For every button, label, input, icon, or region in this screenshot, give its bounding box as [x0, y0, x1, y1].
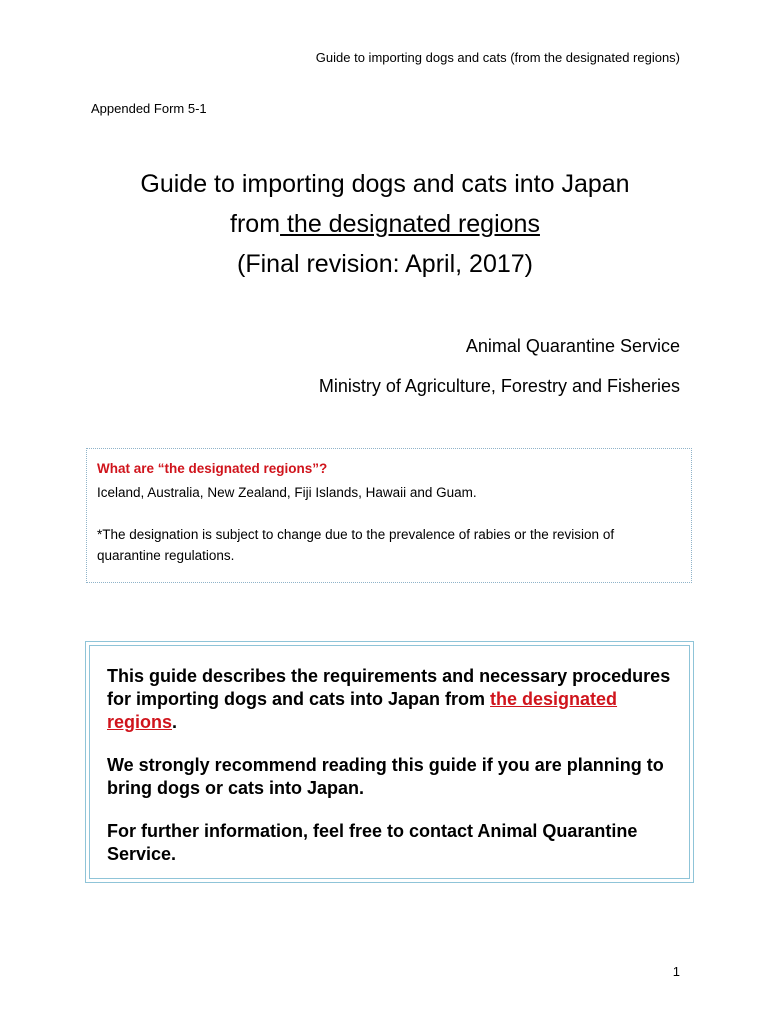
regions-question: What are “the designated regions”? [97, 461, 328, 476]
guide-p1-text: This guide describes the requirements and necessary procedures for importing dogs and cats into Japan from [107, 666, 671, 709]
document-title [0, 164, 770, 284]
guide-paragraph-3: For further information, feel free to contact Animal Quarantine Service. [107, 821, 638, 864]
form-label: Appended Form 5-1 [91, 101, 207, 116]
regions-answer: Iceland, Australia, New Zealand, Fiji Islands, Hawaii and Guam. [97, 485, 477, 500]
guide-paragraph-2: We strongly recommend reading this guide if you are planning to bring dogs or cats into Japan. [107, 755, 664, 798]
running-header: Guide to importing dogs and cats (from the designated regions) [315, 50, 680, 65]
guide-notice-inner [89, 645, 690, 879]
title-line-3: (Final revision: April, 2017) [237, 250, 533, 278]
guide-p1-highlight: the designated regions [107, 689, 618, 732]
regions-note: *The designation is subject to change due to the prevalence of rabies or the revision of quarantine regulations. [97, 527, 615, 563]
title-line-1: Guide to importing dogs and cats into Japan [140, 170, 630, 198]
title-line-2-underlined: the designated regions [280, 210, 540, 238]
agency-ministry: Ministry of Agriculture, Forestry and Fisheries [318, 376, 680, 396]
title-line-2 [0, 204, 770, 244]
agency-service: Animal Quarantine Service [465, 336, 680, 356]
guide-paragraph-1 [107, 665, 673, 734]
title-line-2-prefix: from [230, 210, 281, 238]
guide-notice-box [85, 641, 694, 883]
page-number: 1 [672, 964, 680, 979]
guide-p1-end: . [172, 712, 178, 732]
designated-regions-box [86, 448, 692, 583]
